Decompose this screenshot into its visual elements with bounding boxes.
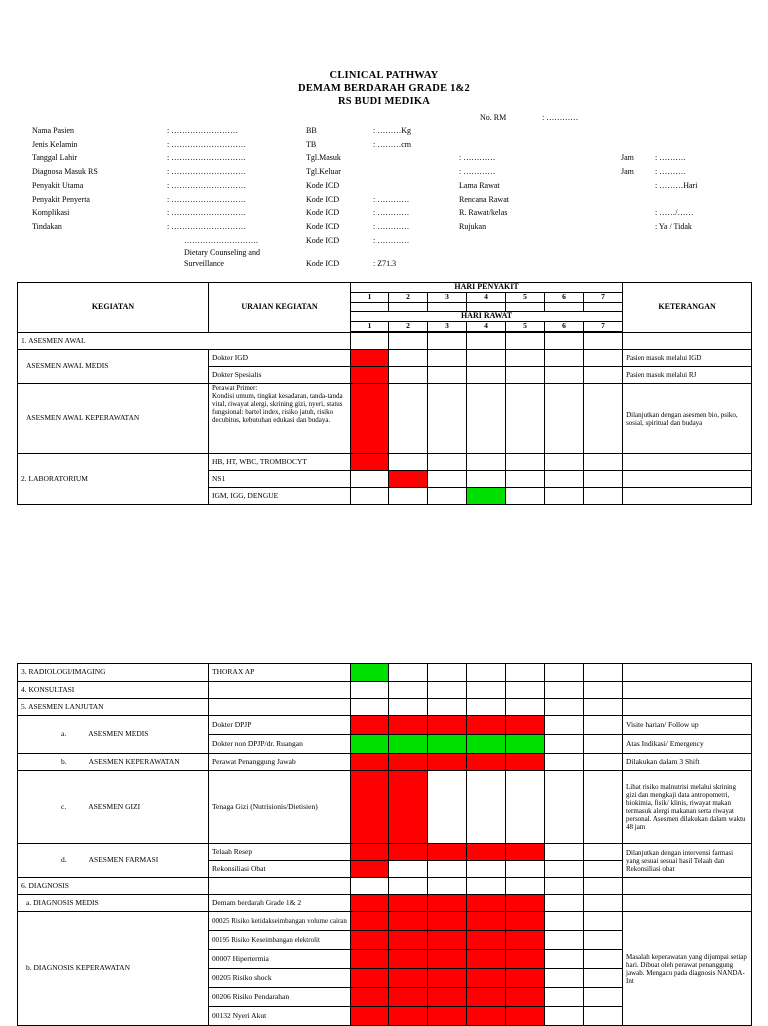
value-tb: : ………cm (373, 140, 411, 149)
label-c: c. (61, 801, 67, 811)
row-laboratorium: 2. LABORATORIUM (18, 454, 209, 505)
label-rujukan: Rujukan (459, 222, 487, 231)
task-rekonsiliasi: Rekonsiliasi Obat (209, 861, 351, 878)
day-number: 1 (351, 293, 389, 303)
schedule-cell-red (351, 861, 389, 878)
day-number: 5 (506, 293, 545, 303)
schedule-cell-red (467, 844, 506, 861)
task-lab-ns1: NS1 (209, 471, 351, 488)
schedule-cell-red (506, 912, 545, 931)
schedule-cell-red (351, 454, 389, 471)
value-tgl-masuk: : ………… (459, 153, 496, 162)
task-telaah-resep: Telaah Resep (209, 844, 351, 861)
label-tgl-masuk: Tgl.Masuk (306, 153, 341, 162)
value-lama-rawat: : ………Hari (655, 181, 698, 190)
schedule-cell-red (467, 912, 506, 931)
label-a: a. (61, 729, 67, 739)
schedule-cell-red (506, 969, 545, 988)
label-penyakit-utama: Penyakit Utama (32, 181, 84, 190)
schedule-cell-red (389, 754, 428, 771)
schedule-cell-red (506, 931, 545, 950)
value-diagnosa-masuk: : ………………………. (167, 167, 246, 176)
header-kegiatan: KEGIATAN (18, 283, 209, 333)
schedule-cell-red (351, 716, 389, 735)
label-kode-icd-5: Kode ICD (306, 236, 340, 245)
label-penyakit-penyerta: Penyakit Penyerta (32, 195, 90, 204)
task-dx-00206: 00206 Risiko Pendarahan (209, 988, 351, 1007)
task-thorax: THORAX AP (209, 664, 351, 682)
schedule-cell-green (351, 735, 389, 754)
day-number: 5 (506, 322, 545, 332)
value-penyakit-penyerta: : ………………………. (167, 195, 246, 204)
schedule-cell-red (351, 950, 389, 969)
schedule-cell-green (467, 488, 506, 505)
value-tgl-keluar: : ………… (459, 167, 496, 176)
schedule-cell-red (506, 844, 545, 861)
label-tanggal-lahir: Tanggal Lahir (32, 153, 77, 162)
value-dietary-1: Dietary Counseling and (184, 248, 260, 257)
day-number: 7 (584, 322, 623, 332)
label-lama-rawat: Lama Rawat (459, 181, 500, 190)
label-diagnosa-masuk: Diagnosa Masuk RS (32, 167, 98, 176)
schedule-cell-red (506, 754, 545, 771)
note-spesialis: Pasien masuk melalui RJ (623, 367, 752, 384)
label-asesmen-gizi: ASESMEN GIZI (88, 801, 141, 811)
label-tindakan: Tindakan (32, 222, 62, 231)
row-asesmen-gizi (18, 771, 209, 844)
value-tanggal-lahir: : ………………………. (167, 153, 246, 162)
label-komplikasi: Komplikasi (32, 208, 70, 217)
task-tenaga-gizi: Tenaga Gizi (Nutrisionis/Dietisien) (209, 771, 351, 844)
task-dx-00205: 00205 Risiko shock (209, 969, 351, 988)
value-jam-keluar: : ………. (655, 167, 686, 176)
value-kode-icd-4: : ………… (373, 222, 410, 231)
task-dx-00025: 00025 Risiko ketidakseimbangan volume cairan (209, 912, 351, 931)
value-dietary-2: Surveillance (184, 259, 224, 268)
label-tgl-keluar: Tgl.Keluar (306, 167, 341, 176)
value-tindakan: : ………………………. (167, 222, 246, 231)
task-demam-berdarah: Demam berdarah Grade 1& 2 (209, 895, 351, 912)
day-number: 4 (467, 322, 506, 332)
note-perawat: Dilakukan dalam 3 Shift (623, 754, 752, 771)
schedule-cell-red (351, 931, 389, 950)
label-nama-pasien: Nama Pasien (32, 126, 74, 135)
value-kode-icd-2: : ………… (373, 195, 410, 204)
note-keperawatan: Dilanjutkan dengan asesmen bio, psiko, sosial, spiritual dan budaya (623, 384, 752, 454)
title-line-1: CLINICAL PATHWAY (329, 70, 439, 81)
value-kode-icd-5: : ………… (373, 236, 410, 245)
note-farmasi: Dilanjutkan dengan intervensi farmasi yang sesuai sesuai hasil Telaah dan Rekonsiliasi obat (623, 844, 752, 878)
schedule-cell-red (351, 895, 389, 912)
day-number: 2 (389, 293, 428, 303)
schedule-cell-red (351, 367, 389, 384)
label-kode-icd-3: Kode ICD (306, 208, 340, 217)
label-jenis-kelamin: Jenis Kelamin (32, 140, 78, 149)
no-rm-label: No. RM (480, 113, 507, 122)
schedule-cell-red (351, 844, 389, 861)
schedule-cell-red (506, 716, 545, 735)
day-number: 4 (467, 293, 506, 303)
note-igd: Pasien masuk melalui IGD (623, 350, 752, 367)
schedule-cell-red (351, 384, 389, 454)
schedule-cell-red (428, 969, 467, 988)
label-jam-keluar: Jam (621, 167, 634, 176)
row-asesmen-awal: 1. ASESMEN AWAL (18, 333, 351, 350)
day-number: 3 (428, 293, 467, 303)
label-bb: BB (306, 126, 317, 135)
schedule-cell-red (351, 350, 389, 367)
schedule-cell-red (506, 1007, 545, 1026)
schedule-cell-red (351, 771, 389, 844)
schedule-cell-green (428, 735, 467, 754)
schedule-cell-red (389, 771, 428, 844)
row-diagnosis-keperawatan: b. DIAGNOSIS KEPERAWATAN (18, 912, 209, 1026)
row-diagnosis-medis: a. DIAGNOSIS MEDIS (18, 895, 209, 912)
title-line-2: DEMAM BERDARAH GRADE 1&2 (298, 83, 470, 94)
schedule-cell-red (351, 754, 389, 771)
day-number: 7 (584, 293, 623, 303)
label-rencana-rawat: Rencana Rawat (459, 195, 509, 204)
title-line-3: RS BUDI MEDIKA (337, 96, 431, 107)
note-gizi: Lihat risiko malnutrisi melalui skrining gizi dan mengkaji data antropometri, biokimia, fisik/ klinis, riwayat makan termasuk alergi makanan serta riwayat personal. Asesmen dilakukan dalam waktu 48 jam (623, 771, 752, 844)
schedule-cell-red (389, 1007, 428, 1026)
row-asesmen-awal-keperawatan: ASESMEN AWAL KEPERAWATAN (18, 384, 209, 454)
value-jam-masuk: : ………. (655, 153, 686, 162)
value-kode-icd-3: : ………… (373, 208, 410, 217)
label-tb: TB (306, 140, 317, 149)
schedule-cell-red (467, 895, 506, 912)
schedule-cell-red (428, 988, 467, 1007)
pathway-table-2 (17, 663, 752, 1026)
task-dx-00195: 00195 Risiko Keseimbangan elektrolit (209, 931, 351, 950)
schedule-cell-red (389, 969, 428, 988)
task-perawat-primer: Perawat Primer: Kondisi umum, tingkat kesadaran, tanda-tanda vital, riwayat alergi, skrining gizi, nyeri, status fungsional: bartel index, risiko jatuh, risiko decubitus, kebutuhan edukasi dan budaya. (209, 384, 351, 454)
row-asesmen-medis (18, 716, 209, 754)
label-kode-icd-1: Kode ICD (306, 181, 340, 190)
task-dokter-non-dpjp: Dokter non DPJP/dr. Ruangan (209, 735, 351, 754)
task-dokter-spesialis: Dokter Spesialis (209, 367, 351, 384)
schedule-cell-red (467, 969, 506, 988)
header-keterangan: KETERANGAN (623, 283, 752, 333)
schedule-cell-red (389, 931, 428, 950)
note-non-dpjp: Atas Indikasi/ Emergency (623, 735, 752, 754)
schedule-cell-green (467, 735, 506, 754)
value-komplikasi: : ………………………. (167, 208, 246, 217)
schedule-cell-red (428, 1007, 467, 1026)
schedule-cell-red (351, 988, 389, 1007)
label-kode-icd-4: Kode ICD (306, 222, 340, 231)
label-ruang-rawat: R. Rawat/kelas (459, 208, 508, 217)
row-asesmen-lanjutan: 5. ASESMEN LANJUTAN (18, 699, 209, 716)
schedule-cell-red (389, 950, 428, 969)
schedule-cell-red (467, 754, 506, 771)
task-lab-darah: HB, HT, WBC, TROMBOCYT (209, 454, 351, 471)
value-jenis-kelamin: : ………………………. (167, 140, 246, 149)
schedule-cell-red (428, 895, 467, 912)
schedule-cell-red (389, 844, 428, 861)
value-ruang-rawat: : ……/…… (655, 208, 694, 217)
label-kode-icd-6: Kode ICD (306, 259, 340, 268)
header-hari-rawat: HARI RAWAT (351, 312, 623, 322)
day-number: 6 (545, 322, 584, 332)
label-b: b. (61, 756, 67, 766)
value-bb: : ………Kg (373, 126, 411, 135)
schedule-cell-red (428, 754, 467, 771)
schedule-cell-red (389, 471, 428, 488)
label-asesmen-medis: ASESMEN MEDIS (88, 729, 149, 739)
label-jam-masuk: Jam (621, 153, 634, 162)
schedule-cell-red (467, 716, 506, 735)
note-diagnosis-keperawatan: Masalah keperawatan yang dijumpai setiap hari. Dibuat oleh perawat penanggung jawab. Mengacu pada diagnosis NANDA-Int (623, 912, 752, 1026)
row-diagnosis: 6. DIAGNOSIS (18, 878, 209, 895)
schedule-cell-red (351, 969, 389, 988)
schedule-cell-green (351, 664, 389, 682)
day-number: 1 (351, 322, 389, 332)
note-dpjp: Visite harian/ Follow up (623, 716, 752, 735)
task-dokter-dpjp: Dokter DPJP (209, 716, 351, 735)
task-dokter-igd: Dokter IGD (209, 350, 351, 367)
label-d: d. (61, 855, 67, 865)
value-nama-pasien: : ……………………. (167, 126, 238, 135)
day-number: 2 (389, 322, 428, 332)
schedule-cell-red (467, 931, 506, 950)
schedule-cell-red (428, 912, 467, 931)
schedule-cell-red (506, 988, 545, 1007)
schedule-cell-red (389, 988, 428, 1007)
task-dx-00132: 00132 Nyeri Akut (209, 1007, 351, 1026)
row-radiologi: 3. RADIOLOGI/IMAGING (18, 664, 209, 682)
schedule-cell-red (351, 1007, 389, 1026)
schedule-cell-red (506, 895, 545, 912)
schedule-cell-red (389, 912, 428, 931)
schedule-cell-red (467, 1007, 506, 1026)
task-perawat-pj: Perawat Penanggung Jawab (209, 754, 351, 771)
schedule-cell-green (506, 735, 545, 754)
schedule-cell-red (389, 895, 428, 912)
row-asesmen-farmasi (18, 844, 209, 878)
day-number: 3 (428, 322, 467, 332)
task-dx-00007: 00007 Hipertermia (209, 950, 351, 969)
value-kode-icd-6: : Z71.3 (373, 259, 397, 268)
header-uraian: URAIAN KEGIATAN (209, 283, 351, 333)
value-penyakit-utama: : ………………………. (167, 181, 246, 190)
day-number: 6 (545, 293, 584, 303)
schedule-cell-red (506, 950, 545, 969)
row-asesmen-keperawatan (18, 754, 209, 771)
value-rujukan: : Ya / Tidak (655, 222, 692, 231)
task-lab-dengue: IGM, IGG, DENGUE (209, 488, 351, 505)
header-hari-penyakit: HARI PENYAKIT (351, 283, 623, 293)
schedule-cell-red (428, 844, 467, 861)
schedule-cell-red (428, 950, 467, 969)
pathway-table-1 (17, 282, 752, 505)
no-rm-value: : ………… (542, 113, 579, 122)
schedule-cell-red (467, 988, 506, 1007)
schedule-cell-red (428, 716, 467, 735)
label-asesmen-farmasi: ASESMEN FARMASI (88, 855, 159, 865)
schedule-cell-red (467, 950, 506, 969)
schedule-cell-red (428, 931, 467, 950)
row-konsultasi: 4. KONSULTASI (18, 682, 209, 699)
schedule-cell-red (351, 912, 389, 931)
schedule-cell-green (389, 735, 428, 754)
label-asesmen-keperawatan: ASESMEN KEPERAWATAN (88, 756, 180, 766)
label-kode-icd-2: Kode ICD (306, 195, 340, 204)
schedule-cell-red (389, 716, 428, 735)
row-asesmen-awal-medis: ASESMEN AWAL MEDIS (18, 350, 209, 384)
value-tindakan-2: ………………………. (184, 236, 258, 245)
